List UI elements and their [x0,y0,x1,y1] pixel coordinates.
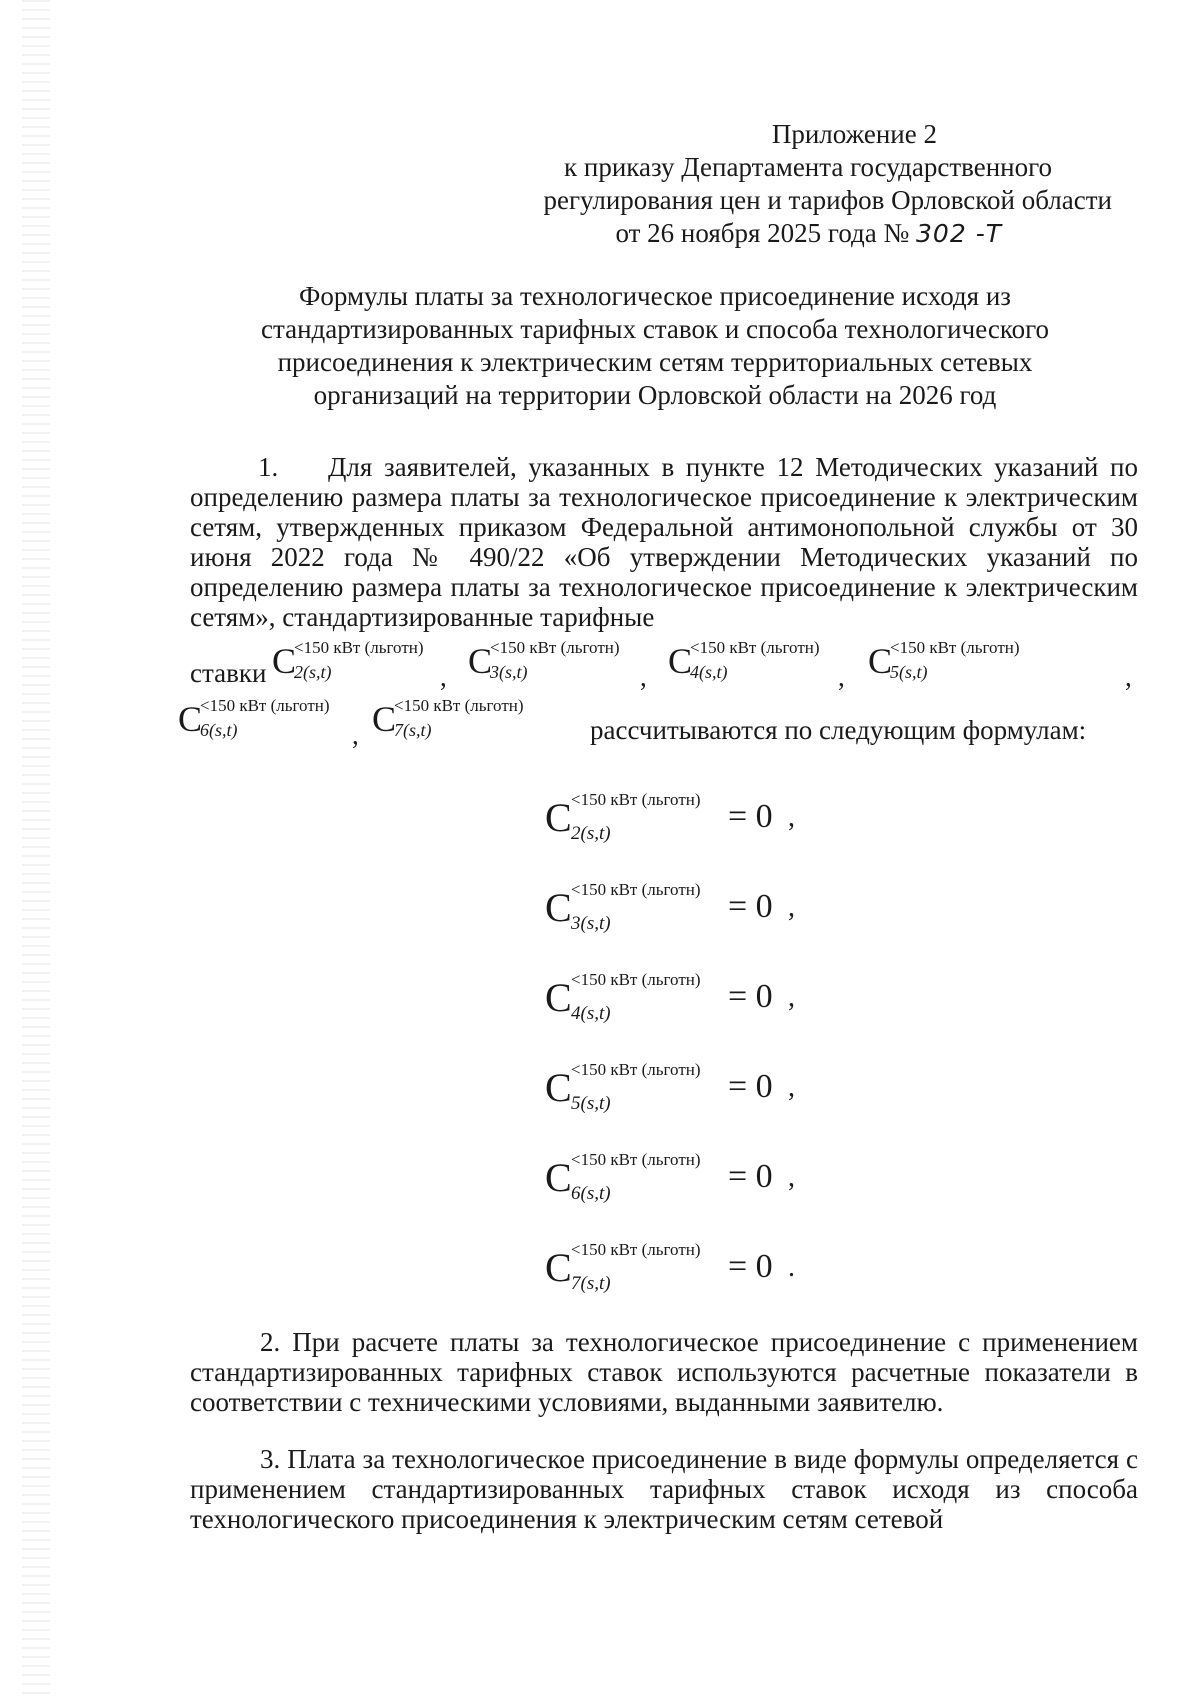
rate-letter: C [545,795,572,840]
rate-letter: C [545,975,572,1020]
comma: , [352,720,359,750]
rate-subscript: 3(s,t) [571,913,611,934]
title-line: стандартизированных тарифных ставок и способа технологического [260,314,1049,344]
formula-rhs: = 0 [728,978,773,1015]
rate-letter: C [545,1155,572,1200]
formula-row [545,1240,945,1300]
comma: , [1125,662,1132,692]
formula-end: , [788,1162,795,1193]
formula-row [545,1060,945,1120]
comma: , [640,662,647,692]
paragraph-1 [190,452,1138,632]
inline-rates-list [178,638,1138,750]
title-line: присоединения к электрическим сетям территориальных сетевых [277,347,1033,377]
rate-superscript: <150 кВт (льготн) [571,790,701,809]
formula-rhs: = 0 [728,1158,773,1195]
rate-letter: C [545,1065,572,1110]
rate-symbol: C <150 кВт (льготн) 7(s,t) [372,696,524,740]
formula-end: , [788,892,795,923]
formula-end: , [788,802,795,833]
formula-end: . [788,1252,795,1283]
header-date-number [352,217,1112,250]
formula-rhs: = 0 [728,1248,773,1285]
formula-rhs: = 0 [728,888,773,925]
rates-word: ставки [190,658,267,688]
paragraph-text: 3. Плата за технологическое присоединение в виде формулы определяется с применением стандартизированных тарифных ставок исходя из способа технологического присоединения к электрическим сетям сетевой [190,1444,1138,1534]
paragraph-2 [190,1327,1138,1417]
comma: , [838,662,845,692]
comma: , [440,662,447,692]
paragraph-text: 2. При расчете платы за технологическое присоединение с применением стандартизированных тарифных ставок используются расчетные показатели в соответствии с техническими условиями, выданными заявителю. [190,1327,1138,1417]
formula-row [545,880,945,940]
formula-row [545,1150,945,1210]
formula-row [545,970,945,1030]
rate-symbol: C <150 кВт (льготн) 4(s,t) [668,638,820,682]
rate-subscript: 7(s,t) [571,1273,611,1294]
header-order-ref: к приказу Департамента государственного [564,152,1052,182]
formula-rhs: = 0 [728,798,773,835]
rate-superscript: <150 кВт (льготн) [571,970,701,989]
rate-letter: C [545,1245,572,1290]
appendix-header [352,118,1112,250]
rates-tail-text: рассчитываются по следующим формулам: [590,715,1087,745]
formula-end: , [788,1072,795,1103]
rate-symbol: C <150 кВт (льготн) 5(s,t) [868,638,1020,682]
formula-row [545,790,945,850]
rate-superscript: <150 кВт (льготн) [571,1150,701,1169]
header-date: от 26 ноября 2025 года № [615,218,910,248]
rate-subscript: 2(s,t) [571,823,611,844]
rate-subscript: 4(s,t) [571,1003,611,1024]
paragraph-3 [190,1444,1138,1534]
formula-end: , [788,982,795,1013]
handwritten-order-number: 302 -Т [916,219,1002,248]
header-department: регулирования цен и тарифов Орловской области [543,185,1112,215]
rate-superscript: <150 кВт (льготн) [571,880,701,899]
title-line: Формулы платы за технологическое присоединение исходя из [299,281,1011,311]
header-appendix-number: Приложение 2 [771,119,937,149]
rate-superscript: <150 кВт (льготн) [571,1060,701,1079]
formula-rhs: = 0 [728,1068,773,1105]
rate-subscript: 6(s,t) [571,1183,611,1204]
paragraph-number: 1. [258,452,279,482]
rate-symbol: C <150 кВт (льготн) 3(s,t) [468,638,620,682]
title-line: организаций на территории Орловской области на 2026 год [313,380,997,410]
rate-subscript: 5(s,t) [571,1093,611,1114]
scan-artifact [22,0,50,1697]
rate-letter: C [545,885,572,930]
rate-superscript: <150 кВт (льготн) [571,1240,701,1259]
document-title [230,280,1080,412]
rate-symbol: C <150 кВт (льготн) 6(s,t) [178,696,330,740]
paragraph-text: Для заявителей, указанных в пункте 12 Методических указаний по определению размера платы за технологическое присоединение к электрическим сетям, утвержденных приказом Федеральной антимонопольной службы от 30 июня 2022 года № 490/22 «Об утверждении Методических указаний по определению размера платы за технологическое присоединение к электрическим сетям», стандартизированные тарифные [190,452,1138,632]
rate-symbol: C <150 кВт (льготн) 2(s,t) [272,638,424,682]
